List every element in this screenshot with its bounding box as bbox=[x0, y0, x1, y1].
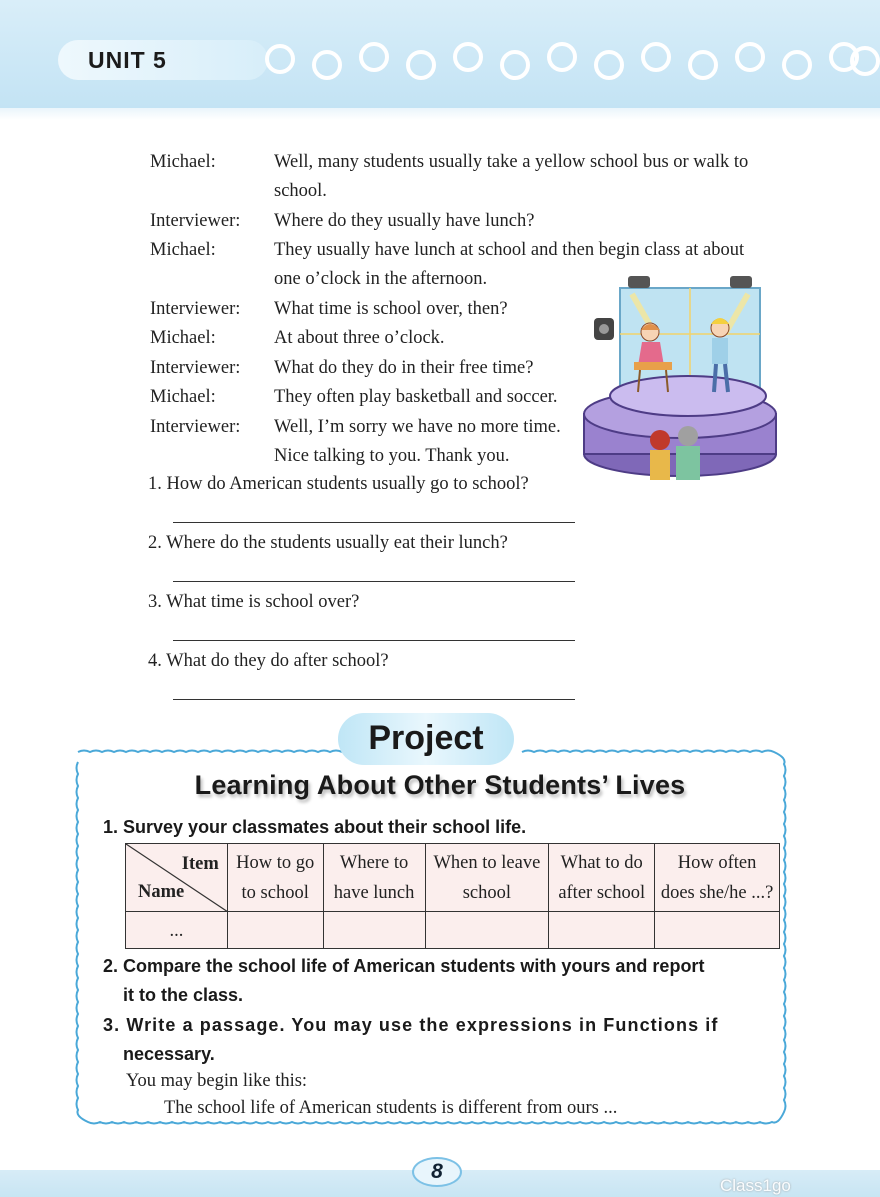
speaker-label: Interviewer: bbox=[150, 211, 241, 231]
table-cell[interactable] bbox=[655, 912, 780, 949]
speaker-label: Interviewer: bbox=[150, 417, 241, 437]
table-row bbox=[126, 912, 780, 949]
task-2-cont: it to the class. bbox=[123, 985, 244, 1005]
question-4: 4. What do they do after school? bbox=[148, 651, 389, 671]
dialogue-line: What time is school over, then? bbox=[274, 299, 508, 319]
table-cell[interactable] bbox=[425, 912, 549, 949]
watermark-text: Class1go bbox=[720, 1176, 791, 1195]
project-title: Project bbox=[338, 713, 514, 765]
name-cell: ... bbox=[126, 912, 228, 949]
task-3: 3. Write a passage. You may use the expressions in Functions if bbox=[103, 1015, 719, 1035]
corner-name-label: Name bbox=[138, 882, 185, 902]
dialogue-line: Nice talking to you. Thank you. bbox=[274, 446, 510, 466]
column-header: Where to have lunch bbox=[323, 844, 425, 912]
task-1: 1. Survey your classmates about their school life. bbox=[103, 817, 527, 837]
column-header: When to leave school bbox=[425, 844, 549, 912]
speaker-label: Michael: bbox=[150, 328, 216, 348]
begin-text: The school life of American students is different from ours ... bbox=[164, 1098, 618, 1118]
answer-line-4[interactable] bbox=[173, 699, 575, 700]
task-3-cont: necessary. bbox=[123, 1044, 215, 1064]
table-cell[interactable] bbox=[323, 912, 425, 949]
speaker-label: Michael: bbox=[150, 152, 216, 172]
table-corner-cell bbox=[126, 844, 228, 912]
question-3: 3. What time is school over? bbox=[148, 592, 360, 612]
speaker-label: Michael: bbox=[150, 387, 216, 407]
speaker-label: Interviewer: bbox=[150, 358, 241, 378]
dialogue-line: Well, I’m sorry we have no more time. bbox=[274, 417, 561, 437]
dialogue-line: one o’clock in the afternoon. bbox=[274, 269, 488, 289]
answer-line-2[interactable] bbox=[173, 581, 575, 582]
question-2: 2. Where do the students usually eat their lunch? bbox=[148, 533, 508, 553]
header-ring-decoration bbox=[262, 38, 880, 88]
corner-item-label: Item bbox=[181, 854, 219, 874]
table-cell[interactable] bbox=[549, 912, 655, 949]
project-subtitle: Learning About Other Students’ Lives bbox=[194, 770, 686, 800]
unit-label: UNIT 5 bbox=[58, 40, 268, 80]
answer-line-1[interactable] bbox=[173, 522, 575, 523]
speaker-label: Michael: bbox=[150, 240, 216, 260]
question-1: 1. How do American students usually go to school? bbox=[148, 474, 529, 494]
speaker-label: Interviewer: bbox=[150, 299, 241, 319]
dialogue-line: They often play basketball and soccer. bbox=[274, 387, 558, 407]
column-header: How to go to school bbox=[227, 844, 323, 912]
dialogue-line: school. bbox=[274, 181, 327, 201]
page-number: 8 bbox=[412, 1157, 462, 1187]
tv-studio-illustration bbox=[580, 274, 780, 486]
dialogue-line: Well, many students usually take a yellow school bus or walk to bbox=[274, 152, 749, 172]
dialogue-line: What do they do in their free time? bbox=[274, 358, 534, 378]
dialogue-line: Where do they usually have lunch? bbox=[274, 211, 535, 231]
begin-hint: You may begin like this: bbox=[126, 1071, 308, 1091]
answer-line-3[interactable] bbox=[173, 640, 575, 641]
task-2: 2. Compare the school life of American students with yours and report bbox=[103, 956, 705, 976]
table-cell[interactable] bbox=[227, 912, 323, 949]
column-header: How often does she/he ...? bbox=[655, 844, 780, 912]
column-header: What to do after school bbox=[549, 844, 655, 912]
dialogue-line: At about three o’clock. bbox=[274, 328, 445, 348]
survey-table bbox=[125, 843, 780, 949]
header-divider bbox=[0, 108, 880, 120]
dialogue-line: They usually have lunch at school and then begin class at about bbox=[274, 240, 745, 260]
